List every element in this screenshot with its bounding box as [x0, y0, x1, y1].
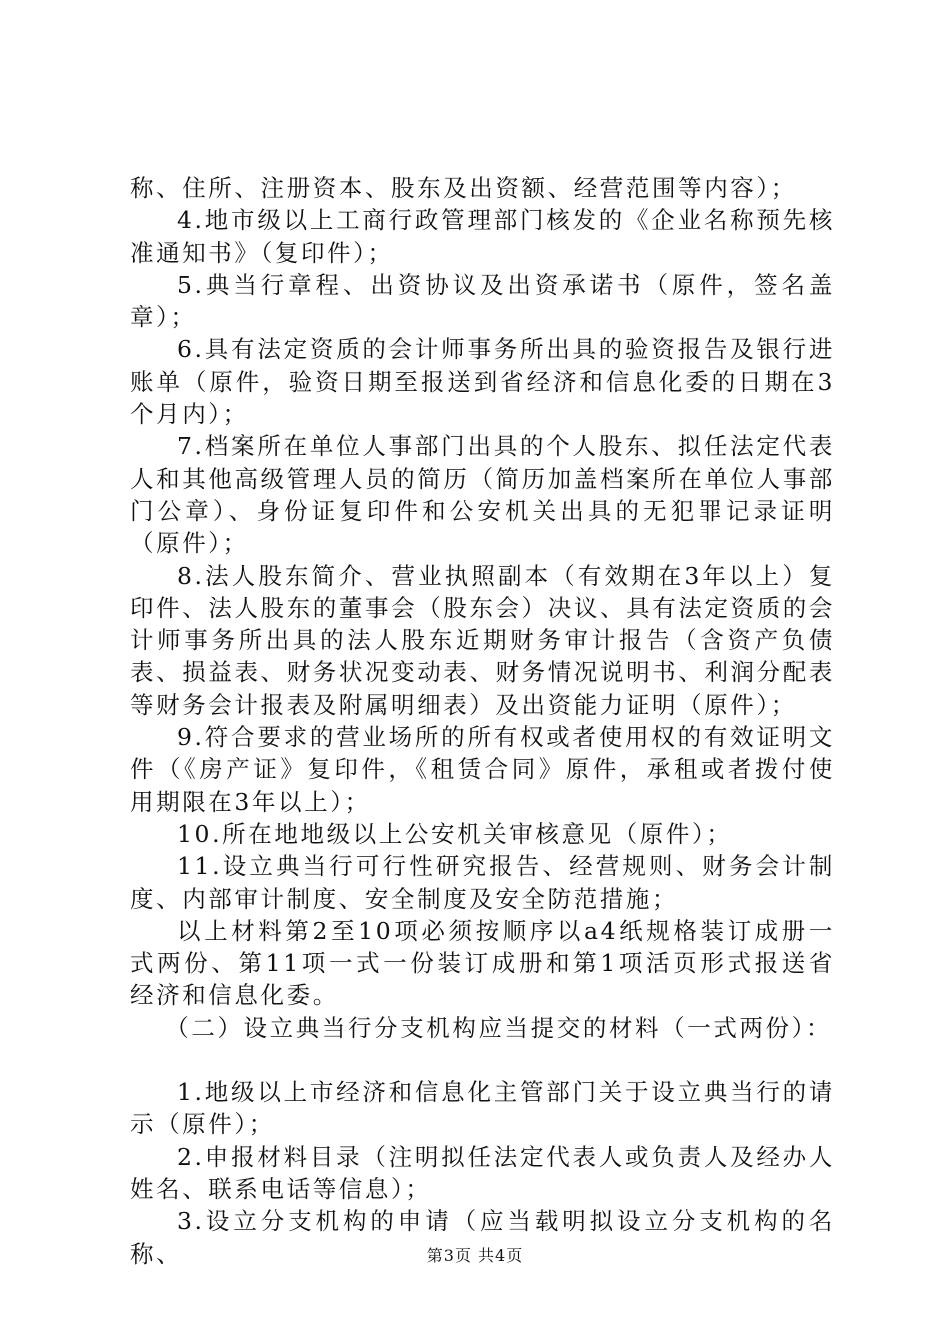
- paragraph-item-8: 8.法人股东简介、营业执照副本（有效期在3年以上）复印件、法人股东的董事会（股东会）决议、具有法定资质的会计师事务所出具的法人股东近期财务审计报告（含资产负债表、损益表、财务状况变动表、财务情况说明书、利润分配表等财务会计报表及附属明细表）及出资能力证明（原件）；: [130, 561, 835, 719]
- paragraph-branch-item-3: 3.设立分支机构的申请（应当载明拟设立分支机构的名称、: [130, 1207, 835, 1268]
- paragraph-item-4: 4.地市级以上工商行政管理部门核发的《企业名称预先核准通知书》（复印件）；: [130, 206, 835, 267]
- paragraph-item-11: 11.设立典当行可行性研究报告、经营规则、财务会计制度、内部审计制度、安全制度及安全防范措施；: [130, 852, 835, 913]
- paragraph-item-10: 10.所在地地级以上公安机关审核意见（原件）；: [177, 819, 733, 848]
- paragraph-item-9: 9.符合要求的营业场所的所有权或者使用权的有效证明文件（《房产证》复印件，《租赁合同》原件，承租或者拨付使用期限在3年以上）；: [130, 723, 835, 816]
- page-total: 共4页: [478, 1246, 524, 1265]
- page-number: 第3页: [426, 1246, 472, 1265]
- document-body: [130, 172, 835, 1270]
- paragraph-item-7: 7.档案所在单位人事部门出具的个人股东、拟任法定代表人和其他高级管理人员的简历（简历加盖档案所在单位人事部门公章）、身份证复印件和公安机关出具的无犯罪记录证明（原件）；: [130, 432, 835, 558]
- section-heading: （二）设立典当行分支机构应当提交的材料（一式两份）：: [165, 1013, 833, 1042]
- paragraph-branch-item-1: 1.地级以上市经济和信息化主管部门关于设立典当行的请示（原件）；: [130, 1078, 835, 1139]
- paragraph-continuation: 称、住所、注册资本、股东及出资额、经营范围等内容）；: [130, 174, 797, 202]
- paragraph-item-6: 6.具有法定资质的会计师事务所出具的验资报告及银行进账单（原件，验资日期至报送到省经济和信息化委的日期在3个月内）；: [130, 335, 835, 429]
- paragraph-note: 以上材料第2至10项必须按顺序以a4纸规格装订成册一式两份、第11项一式一份装订成册和第1项活页形式报送省经济和信息化委。: [130, 916, 835, 1010]
- paragraph-item-5: 5.典当行章程、出资协议及出资承诺书（原件，签名盖章）；: [130, 270, 835, 332]
- page-footer: [0, 1243, 950, 1266]
- paragraph-branch-item-2: 2.申报材料目录（注明拟任法定代表人或负责人及经办人姓名、联系电话等信息）；: [130, 1142, 835, 1203]
